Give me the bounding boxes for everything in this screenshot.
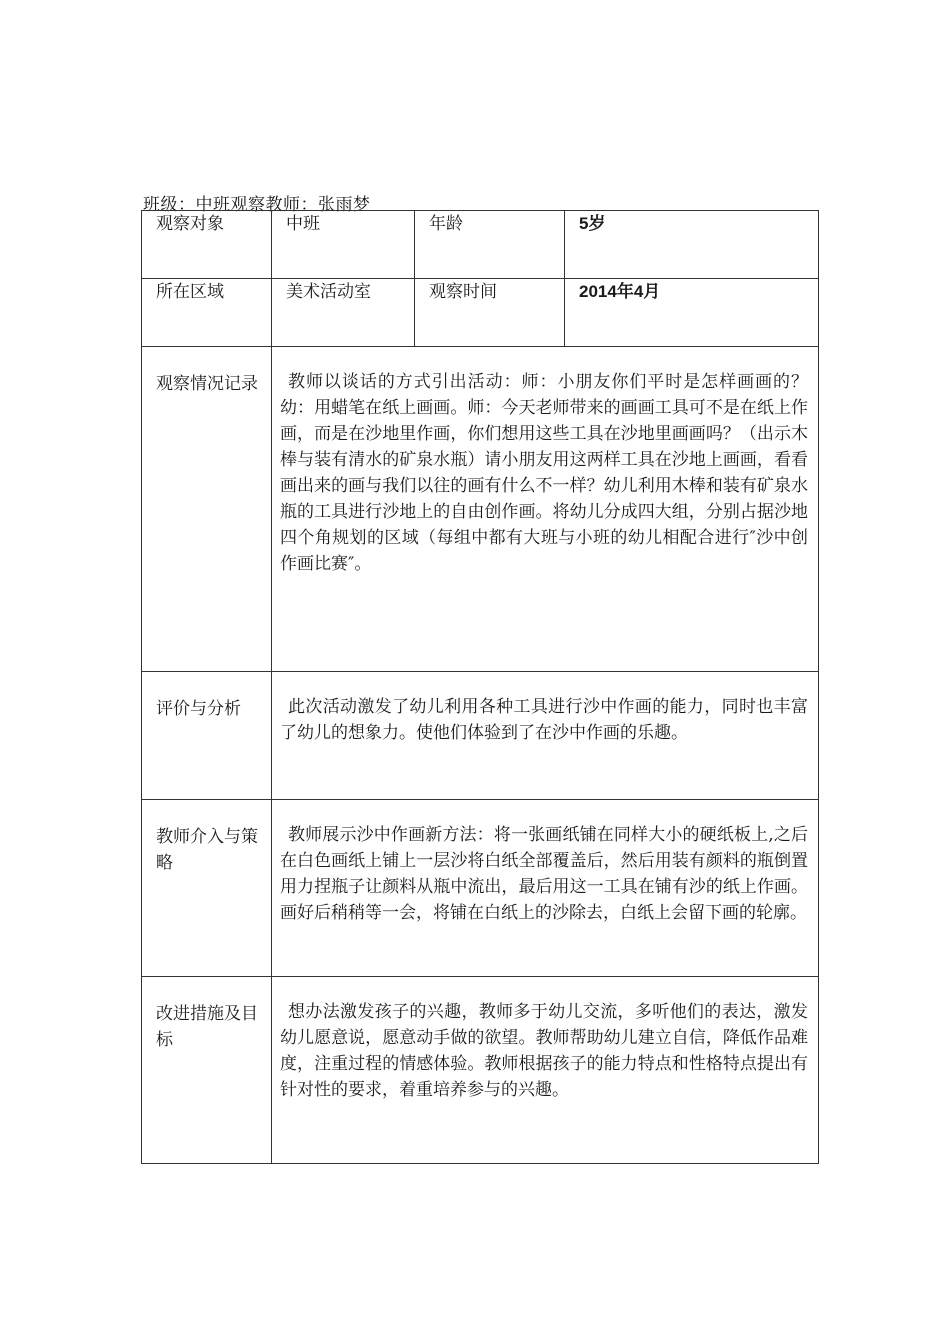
label-strategy: 教师介入与策略 <box>142 800 272 977</box>
table-row <box>142 800 819 977</box>
content-strategy: 教师展示沙中作画新方法：将一张画纸铺在同样大小的硬纸板上,之后在白色画纸上铺上一层沙将白纸全部覆盖后，然后用装有颜料的瓶倒置用力捏瓶子让颜料从瓶中流出，最后用这一工具在铺有沙的纸上作画。画好后稍稍等一会，将铺在白纸上的沙除去，白纸上会留下画的轮廓。 <box>272 800 819 977</box>
header-class-teacher: 班级：中班观察教师：张雨梦 <box>143 195 371 215</box>
label-improvement: 改进措施及目标 <box>142 977 272 1164</box>
value-subject: 中班 <box>272 211 415 279</box>
value-area: 美术活动室 <box>272 279 415 347</box>
table-row <box>142 347 819 672</box>
value-age: 5岁 <box>565 211 819 279</box>
label-evaluation: 评价与分析 <box>142 672 272 800</box>
table-row <box>142 211 819 279</box>
observation-table <box>141 210 819 1164</box>
content-evaluation: 此次活动激发了幼儿利用各种工具进行沙中作画的能力，同时也丰富了幼儿的想象力。使他们体验到了在沙中作画的乐趣。 <box>272 672 819 800</box>
label-time: 观察时间 <box>415 279 565 347</box>
content-record: 教师以谈话的方式引出活动：师：小朋友你们平时是怎样画画的？幼：用蜡笔在纸上画画。师：今天老师带来的画画工具可不是在纸上作画，而是在沙地里作画，你们想用这些工具在沙地里画画吗？（出示木棒与装有清水的矿泉水瓶）请小朋友用这两样工具在沙地上画画，看看画出来的画与我们以往的画有什么不一样？幼儿利用木棒和装有矿泉水瓶的工具进行沙地上的自由创作画。将幼儿分成四大组，分别占据沙地四个角规划的区域（每组中都有大班与小班的幼儿相配合进行″沙中创作画比赛″。 <box>272 347 819 672</box>
table-row <box>142 672 819 800</box>
label-area: 所在区域 <box>142 279 272 347</box>
label-subject: 观察对象 <box>142 211 272 279</box>
value-time: 2014年4月 <box>565 279 819 347</box>
table-row <box>142 977 819 1164</box>
content-improvement: 想办法激发孩子的兴趣，教师多于幼儿交流，多听他们的表达，激发幼儿愿意说，愿意动手做的欲望。教师帮助幼儿建立自信，降低作品难度，注重过程的情感体验。教师根据孩子的能力特点和性格特点提出有针对性的要求，着重培养参与的兴趣。 <box>272 977 819 1164</box>
label-record: 观察情况记录 <box>142 347 272 672</box>
label-age: 年龄 <box>415 211 565 279</box>
table-row <box>142 279 819 347</box>
